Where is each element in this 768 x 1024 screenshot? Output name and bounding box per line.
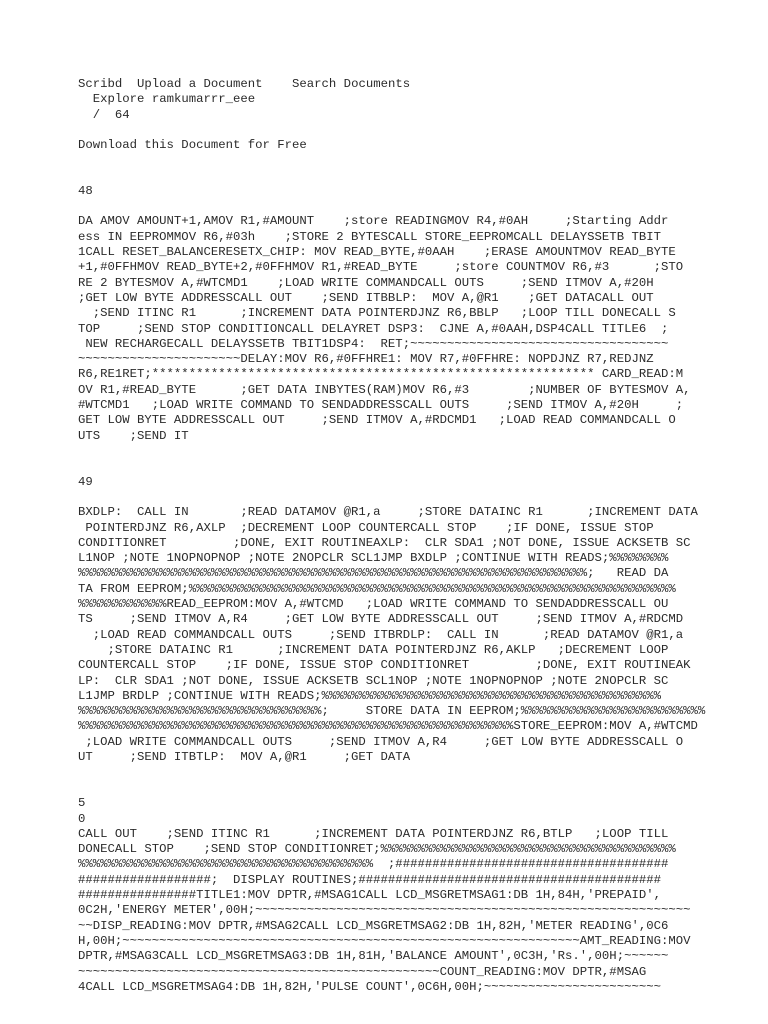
code-line: ################TITLE1:MOV DPTR,#MSAG1CALL LCD_MSGRETMSAG1:DB 1H,84H,'PREPAID', [78, 888, 661, 903]
page-counter [78, 108, 694, 123]
code-line: %%%%%%%%%%%%%%%%%%%%%%%%%%%%%%%%%; STORE DATA IN EEPROM;%%%%%%%%%%%%%%%%%%%%%%%%% [78, 704, 706, 719]
code-block-48 [78, 214, 694, 443]
page-total: 64 [114, 107, 130, 122]
code-line: ess IN EEPROMMOV R6,#03h ;STORE 2 BYTESCALL STORE_EEPROMCALL DELAYSSETB TBIT [78, 229, 661, 244]
code-line: BXDLP: CALL IN ;READ DATAMOV @R1,a ;STORE DATAINC R1 ;INCREMENT DATA [78, 505, 698, 520]
code-block-50 [78, 827, 694, 995]
code-line: GET LOW BYTE ADDRESSCALL OUT ;SEND ITMOV A,#RDCMD1 ;LOAD READ COMMANDCALL O [78, 413, 676, 428]
document-page [78, 77, 706, 995]
spacer [78, 123, 694, 138]
code-line: ;GET LOW BYTE ADDRESSCALL OUT ;SEND ITBBLP: MOV A,@R1 ;GET DATACALL OUT [78, 290, 654, 305]
code-line: ~~~~~~~~~~~~~~~~~~~~~~~~~~~~~~~~~~~~~~~~~~~~~~~~~COUNT_READING:MOV DPTR,#MSAG [78, 964, 647, 979]
code-line: NEW RECHARGECALL DELAYSSETB TBIT1DSP4: RET;~~~~~~~~~~~~~~~~~~~~~~~~~~~~~~~~~~~ [78, 336, 669, 351]
search-documents-link[interactable]: Search Documents [292, 77, 411, 91]
code-line: %%%%%%%%%%%%%%%%%%%%%%%%%%%%%%%%%%%%%%%% ;##################################### [78, 857, 669, 872]
code-line: %%%%%%%%%%%%%%%%%%%%%%%%%%%%%%%%%%%%%%%%%%%%%%%%%%%%%%%%%%%%%%%%%%%%%; READ DA [78, 566, 669, 581]
code-line: %%%%%%%%%%%%READ_EEPROM:MOV A,#WTCMD ;LOAD WRITE COMMAND TO SENDADDRESSCALL OU [78, 597, 669, 612]
user-profile-link[interactable]: ramkumarrr_eee [151, 92, 256, 107]
code-line: L1JMP BRDLP ;CONTINUE WITH READS;%%%%%%%%%%%%%%%%%%%%%%%%%%%%%%%%%%%%%%%%%%%%%% [78, 688, 661, 703]
code-line: DA AMOV AMOUNT+1,AMOV R1,#AMOUNT ;store READINGMOV R4,#0AH ;Starting Addr [78, 214, 669, 229]
spacer [78, 199, 694, 214]
top-nav [78, 77, 694, 92]
download-document-link[interactable]: Download this Document for Free [78, 137, 307, 152]
scribd-logo-link[interactable]: Scribd [78, 77, 123, 91]
code-line: ;LOAD WRITE COMMANDCALL OUTS ;SEND ITMOV A,R4 ;GET LOW BYTE ADDRESSCALL O [78, 734, 684, 749]
code-line: #WTCMD1 ;LOAD WRITE COMMAND TO SENDADDRESSCALL OUTS ;SEND ITMOV A,#20H ; [78, 398, 684, 413]
code-line: RE 2 BYTESMOV A,#WTCMD1 ;LOAD WRITE COMMANDCALL OUTS ;SEND ITMOV A,#20H [78, 275, 654, 290]
code-line: H,00H;~~~~~~~~~~~~~~~~~~~~~~~~~~~~~~~~~~~~~~~~~~~~~~~~~~~~~~~~~~~~~~AMT_READING:MOV [78, 933, 691, 948]
code-line: COUNTERCALL STOP ;IF DONE, ISSUE STOP CONDITIONRET ;DONE, EXIT ROUTINEAK [78, 658, 691, 673]
explore-link[interactable]: Explore [92, 92, 145, 107]
explore-row [78, 92, 694, 107]
code-line: ~~~~~~~~~~~~~~~~~~~~~~DELAY:MOV R6,#0FFHRE1: MOV R7,#0FFHRE: NOPDJNZ R7,REDJNZ [78, 352, 654, 367]
code-line: TA FROM EEPROM;%%%%%%%%%%%%%%%%%%%%%%%%%%%%%%%%%%%%%%%%%%%%%%%%%%%%%%%%%%%%%%%%%% [78, 581, 676, 596]
code-line: TOP ;SEND STOP CONDITIONCALL DELAYRET DSP3: CJNE A,#0AAH,DSP4CALL TITLE6 ; [78, 321, 669, 336]
spacer [78, 765, 694, 796]
code-line: ;LOAD READ COMMANDCALL OUTS ;SEND ITBRDLP: CALL IN ;READ DATAMOV @R1,a [78, 627, 684, 642]
page-number-50 [78, 796, 694, 827]
code-line: %%%%%%%%%%%%%%%%%%%%%%%%%%%%%%%%%%%%%%%%%%%%%%%%%%%%%%%%%%%STORE_EEPROM:MOV A,#WTCMD [78, 719, 698, 734]
code-line: CONDITIONRET ;DONE, EXIT ROUTINEAXLP: CLR SDA1 ;NOT DONE, ISSUE ACKSETB SC [78, 535, 691, 550]
code-line: ~~DISP_READING:MOV DPTR,#MSAG2CALL LCD_MSGRETMSAG2:DB 1H,82H,'METER READING',0C6 [78, 918, 669, 933]
code-line: +1,#0FFHMOV READ_BYTE+2,#0FFHMOV R1,#READ_BYTE ;store COUNTMOV R6,#3 ;STO [78, 260, 684, 275]
code-line: ##################; DISPLAY ROUTINES;######################################### [78, 872, 661, 887]
code-line: ;SEND ITINC R1 ;INCREMENT DATA POINTERDJNZ R6,BBLP ;LOOP TILL DONECALL S [78, 306, 676, 321]
download-link-row [78, 138, 694, 153]
code-line: ;STORE DATAINC R1 ;INCREMENT DATA POINTERDJNZ R6,AKLP ;DECREMENT LOOP [78, 642, 669, 657]
code-line: UT ;SEND ITBTLP: MOV A,@R1 ;GET DATA [78, 749, 411, 764]
page-number-48: 48 [78, 184, 93, 199]
page-number-49: 49 [78, 474, 93, 489]
code-line: DPTR,#MSAG3CALL LCD_MSGRETMSAG3:DB 1H,81H,'BALANCE AMOUNT',0C3H,'Rs.',00H;~~~~~~ [78, 949, 669, 964]
page-number-digit: 5 [78, 796, 86, 811]
upload-document-link[interactable]: Upload a Document [137, 77, 263, 91]
spacer [78, 444, 694, 475]
spacer [78, 490, 694, 505]
code-line: UTS ;SEND IT [78, 428, 189, 443]
code-block-49 [78, 505, 706, 765]
code-line: L1NOP ;NOTE 1NOPNOPNOP ;NOTE 2NOPCLR SCL1JMP BXDLP ;CONTINUE WITH READS;%%%%%%%% [78, 551, 669, 566]
code-line: LP: CLR SDA1 ;NOT DONE, ISSUE ACKSETB SCL1NOP ;NOTE 1NOPNOPNOP ;NOTE 2NOPCLR SC [78, 673, 669, 688]
code-line: 4CALL LCD_MSGRETMSAG4:DB 1H,82H,'PULSE COUNT',0C6H,00H;~~~~~~~~~~~~~~~~~~~~~~~~ [78, 979, 661, 994]
code-line: DONECALL STOP ;SEND STOP CONDITIONRET;%%%%%%%%%%%%%%%%%%%%%%%%%%%%%%%%%%%%%%%% [78, 842, 676, 857]
page-separator: / [92, 107, 101, 122]
code-line: OV R1,#READ_BYTE ;GET DATA INBYTES(RAM)MOV R6,#3 ;NUMBER OF BYTESMOV A, [78, 382, 691, 397]
code-line: 0C2H,'ENERGY METER',00H;~~~~~~~~~~~~~~~~~~~~~~~~~~~~~~~~~~~~~~~~~~~~~~~~~~~~~~~~~~~ [78, 903, 691, 918]
page-number-digit: 0 [78, 811, 86, 826]
code-line: R6,RE1RET;************************************************************ CARD_READ:M [78, 367, 684, 382]
spacer [78, 153, 694, 184]
code-line: POINTERDJNZ R6,AXLP ;DECREMENT LOOP COUNTERCALL STOP ;IF DONE, ISSUE STOP [78, 520, 654, 535]
code-line: 1CALL RESET_BALANCERESETX_CHIP: MOV READ_BYTE,#0AAH ;ERASE AMOUNTMOV READ_BYTE [78, 245, 676, 260]
code-line: CALL OUT ;SEND ITINC R1 ;INCREMENT DATA POINTERDJNZ R6,BTLP ;LOOP TILL [78, 826, 669, 841]
code-line: TS ;SEND ITMOV A,R4 ;GET LOW BYTE ADDRESSCALL OUT ;SEND ITMOV A,#RDCMD [78, 612, 684, 627]
